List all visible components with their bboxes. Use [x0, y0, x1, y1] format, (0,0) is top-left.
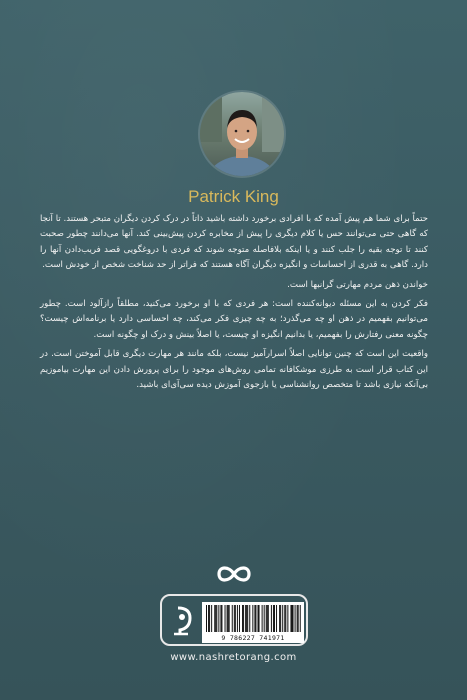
- author-photo: [200, 92, 284, 176]
- blurb-paragraph: حتماً برای شما هم پیش آمده که با افرادی برخورد داشته باشید ذاتاً در درک کردن دیگران متبحر هستند. تا آنجا که گاهی حتی می‌توانند حس یا کلام دیگری را پیش از مخابره کردن پیش‌بینی کند. آنها می‌دانند چطور صحبت کنند تا توجه بقیه را جلب کنند و یا اینکه بلافاصله متوجه شوند که فردی با دروغگویی قصد فریب‌دادن آنها را دارد. گاهی به قدری از احساسات و انگیزه دیگران آگاه هستند که فراتر از حد شناخت شخص از خودش است.: [40, 214, 428, 271]
- blurb-paragraph: فکر کردن به این مسئله دیوانه‌کننده است: هر فردی که با او برخورد می‌کنید، مطلقاً رازآلود است. چطور می‌توانیم بفهمیم در ذهن او چه می‌گذرد؛ به چه چیزی فکر می‌کند، چه احساسی دارد یا برنامه‌اش چیست؟ چگونه معنی رفتارش را بفهمیم، یا بدانیم انگیزه او چیست، یا اصلاً بینش و درک او چگونه است.: [40, 299, 428, 340]
- barcode: [202, 602, 304, 634]
- publisher-website: www.nashretorang.com: [170, 652, 297, 663]
- blurb-text: [40, 212, 428, 397]
- author-name: Patrick King: [188, 187, 279, 206]
- barcode-panel: [160, 594, 308, 646]
- infinity-logo-icon: [213, 562, 255, 586]
- publisher-logo-icon: [170, 604, 196, 638]
- isbn-number: 9 786227 741971: [202, 633, 304, 643]
- blurb-paragraph: واقعیت این است که چنین توانایی اصلاً اسرارآمیز نیست، بلکه مانند هر مهارت دیگری قابل آموختن است. در این کتاب قرار است به طرزی موشکافانه تمامی روش‌های موجود را برای پرورش دادن این مهارت بیاموزیم بی‌آنکه نیازی باشد تا متخصص روانشناسی یا بازجوی آموزش دیده سی‌آی‌ای باشید.: [40, 349, 428, 391]
- blurb-paragraph: خواندن ذهن مردم مهارتی گرانبها است.: [287, 279, 428, 290]
